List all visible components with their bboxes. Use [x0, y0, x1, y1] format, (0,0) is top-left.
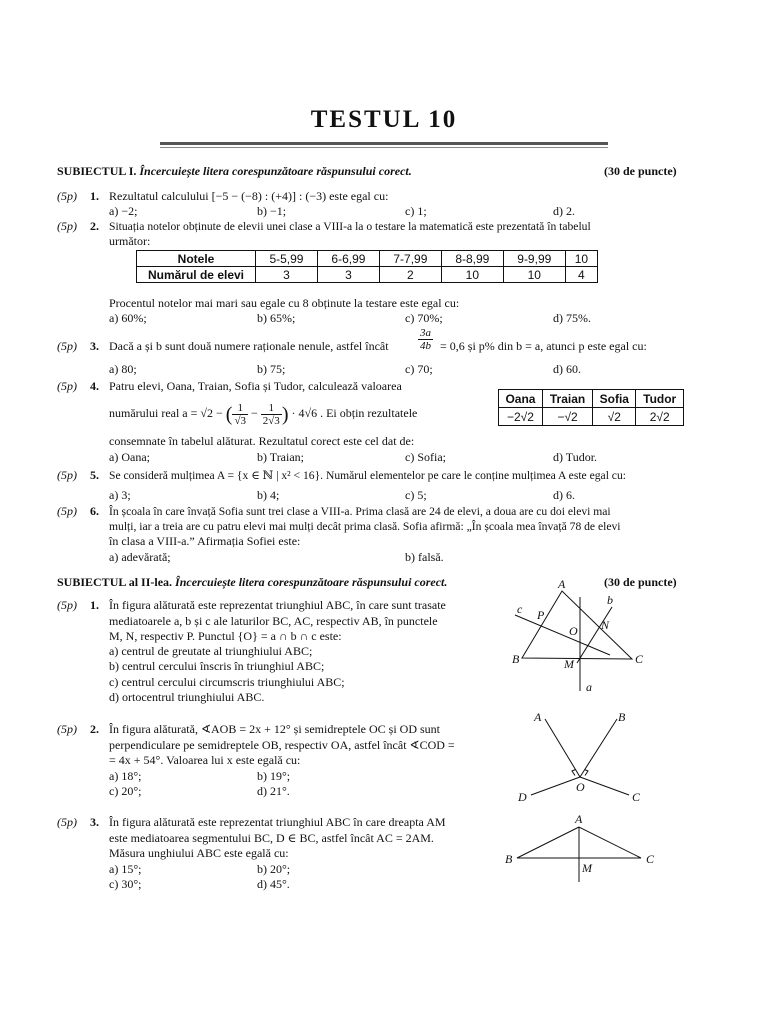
q2-text-line1: Situația notelor obținute de elevii unei clase a VIII-a la o testare la matematică este prezentată în tabelul — [109, 220, 591, 233]
p1-text-line1: În figura alăturată este reprezentat triunghiul ABC, în care sunt trasate — [109, 598, 446, 612]
grades-row — [137, 251, 598, 267]
q2-text-line3: Procentul notelor mai mari sau egale cu 8 obținute la testare este egal cu: — [109, 296, 460, 310]
q6-text-line2: mulți, iar a treia are cu patru elevi mai mulți decât prima clasă. Sofia afirmă: „În școala mea învață 78 de elevi — [109, 520, 621, 533]
ray-OA — [545, 719, 580, 777]
section-1-instruction: Încercuiește litera corespunzătoare răspunsului corect. — [139, 164, 412, 178]
section-1-points: (30 de puncte) — [604, 164, 677, 178]
q4-frac2-num: 1 — [261, 402, 282, 415]
student-count: 3 — [317, 267, 379, 283]
q1-points: (5p) — [57, 189, 77, 203]
q4-frac1-num: 1 — [232, 402, 248, 415]
q3-fraction — [418, 327, 433, 352]
p1-text-line3: M, N, respectiv P. Punctul {O} = a ∩ b ∩ c este: — [109, 629, 342, 643]
q5-option-b[interactable]: b) 4; — [257, 488, 280, 502]
ray-OD — [531, 777, 580, 795]
grades-table — [136, 250, 598, 283]
q3-fraction-numerator: 3a — [420, 327, 431, 339]
q3-fraction-denominator: 4b — [420, 340, 431, 352]
paren-open: ( — [225, 403, 233, 426]
student-count: 3 — [256, 267, 318, 283]
p2-option-a[interactable]: a) 18°; — [109, 769, 142, 783]
student-result: 2√2 — [636, 408, 684, 426]
student-result: −√2 — [542, 408, 592, 426]
section-2-points: (30 de puncte) — [604, 575, 677, 589]
p3-text-line1: În figura alăturată este reprezentat triunghiul ABC în care dreapta AM — [109, 815, 446, 829]
q4-text-line1: Patru elevi, Oana, Traian, Sofia și Tudor, calculează valoarea — [109, 379, 402, 393]
q3-number: 3. — [90, 339, 99, 353]
page-title: TESTUL 10 — [310, 106, 458, 133]
label-A: A — [534, 710, 542, 724]
q4-minus: − — [250, 406, 258, 420]
q4-points: (5p) — [57, 379, 77, 393]
q1-text: Rezultatul calculului [−5 − (−8) : (+4)] : (−3) este egal cu: — [109, 189, 389, 203]
student-count: 10 — [503, 267, 565, 283]
label-c: c — [517, 602, 523, 616]
p2-option-b[interactable]: b) 19°; — [257, 769, 291, 783]
p2-text-line1: În figura alăturată, ∢AOB = 2x + 12° și semidreptele OC și OD sunt — [109, 722, 440, 736]
grade-range: 9-9,99 — [503, 251, 565, 267]
grade-range: 7-7,99 — [379, 251, 441, 267]
p1-number: 1. — [90, 598, 99, 612]
q4-text-line3: consemnate în tabelul alăturat. Rezultatul corect este cel dat de: — [109, 434, 415, 448]
q3-text-pre: Dacă a și b sunt două numere raționale nenule, astfel încât — [109, 339, 389, 353]
student-name: Tudor — [636, 390, 684, 408]
label-O: O — [569, 624, 578, 638]
right-angle-mark-right — [585, 770, 589, 776]
q4-number: 4. — [90, 379, 99, 393]
p1-option-b[interactable]: b) centrul cercului înscris în triunghiul ABC; — [109, 659, 325, 673]
section-2-label: SUBIECTUL al II-lea. — [57, 575, 173, 589]
student-count: 2 — [379, 267, 441, 283]
p2-points: (5p) — [57, 722, 77, 736]
student-name: Oana — [499, 390, 543, 408]
q6-number: 6. — [90, 504, 99, 518]
q6-option-b[interactable]: b) falsă. — [405, 550, 444, 564]
p2-option-d[interactable]: d) 21°. — [257, 784, 290, 798]
q1-number: 1. — [90, 189, 99, 203]
right-angle-mark-left — [572, 770, 576, 776]
section-2-heading — [57, 575, 447, 590]
counts-row-label: Numărul de elevi — [137, 267, 256, 283]
student-count: 4 — [565, 267, 597, 283]
q4-frac2-den: 2√3 — [262, 414, 280, 427]
q4-frac1-den: √3 — [234, 414, 246, 427]
q4-expression-post: · 4√6 . Ei obțin rezultatele — [291, 406, 418, 420]
p1-text-line2: mediatoarele a, b și c ale laturilor BC, AC, respectiv AB, în punctele — [109, 614, 438, 628]
q3-option-b[interactable]: b) 75; — [257, 362, 286, 376]
grade-range: 5-5,99 — [256, 251, 318, 267]
results-values-row — [499, 408, 684, 426]
label-C: C — [646, 852, 655, 866]
label-M: M — [582, 861, 592, 875]
q5-text: Se consideră mulțimea A = {x ∈ ℕ | x² < 16}. Numărul elementelor pe care le conține mulțimea A este egal cu: — [109, 469, 626, 482]
q3-option-d[interactable]: d) 60. — [553, 362, 581, 376]
label-A: A — [575, 812, 583, 826]
label-N: N — [601, 618, 610, 632]
p2-text-line3: = 4x + 54°. Valoarea lui x este egală cu: — [109, 753, 301, 767]
q1-option-c[interactable]: c) 1; — [405, 204, 427, 218]
q2-option-c[interactable]: c) 70%; — [405, 311, 443, 325]
q6-text-line1: În școala în care învață Sofia sunt trei clase a VIII-a. Prima clasă are 24 de elevi, a doua are cu doi elevi mai — [109, 505, 611, 518]
q2-number: 2. — [90, 219, 99, 233]
label-P: P — [537, 608, 545, 622]
label-M: M — [564, 657, 574, 671]
label-B: B — [618, 710, 626, 724]
title-rule — [160, 142, 608, 145]
student-name: Traian — [542, 390, 592, 408]
p3-option-b[interactable]: b) 20°; — [257, 862, 291, 876]
q1-option-a[interactable]: a) −2; — [109, 204, 138, 218]
q4-expression — [109, 399, 417, 428]
grade-range: 8-8,99 — [441, 251, 503, 267]
p2-text-line2: perpendiculare pe semidreptele OB, respectiv OA, astfel încât ∢COD = — [109, 738, 455, 752]
grade-range: 6-6,99 — [317, 251, 379, 267]
q5-option-d[interactable]: d) 6. — [553, 488, 575, 502]
q4-expression-pre: numărului real a = √2 − — [109, 406, 223, 420]
p1-option-d[interactable]: d) ortocentrul triunghiului ABC. — [109, 690, 265, 704]
p3-option-c[interactable]: c) 30°; — [109, 877, 142, 891]
q5-number: 5. — [90, 468, 99, 482]
title-rule-thin — [160, 147, 608, 148]
q5-option-c[interactable]: c) 5; — [405, 488, 427, 502]
section-1-heading — [57, 164, 412, 179]
p3-text-line2: este mediatoarea segmentului BC, D ∈ BC, astfel încât AC = 2AM. — [109, 831, 434, 845]
ray-OB — [580, 719, 617, 777]
q6-points: (5p) — [57, 504, 77, 518]
q4-option-c[interactable]: c) Sofia; — [405, 450, 446, 464]
q3-text-post: = 0,6 și p% din b = a, atunci p este egal cu: — [440, 339, 647, 353]
p1-points: (5p) — [57, 598, 77, 612]
perpendicular-bisector-c — [515, 615, 610, 655]
student-result: √2 — [593, 408, 636, 426]
label-O: O — [576, 780, 585, 794]
p1-option-a[interactable]: a) centrul de greutate al triunghiului ABC; — [109, 644, 313, 658]
q4-option-d[interactable]: d) Tudor. — [553, 450, 598, 464]
student-result: −2√2 — [499, 408, 543, 426]
p2-option-c[interactable]: c) 20°; — [109, 784, 142, 798]
q2-option-b[interactable]: b) 65%; — [257, 311, 296, 325]
grades-row-label: Notele — [137, 251, 256, 267]
label-B: B — [505, 852, 513, 866]
q2-points: (5p) — [57, 219, 77, 233]
q3-points: (5p) — [57, 339, 77, 353]
q4-option-b[interactable]: b) Traian; — [257, 450, 305, 464]
p3-text-line3: Măsura unghiului ABC este egală cu: — [109, 846, 289, 860]
results-table — [498, 389, 684, 426]
q2-option-d[interactable]: d) 75%. — [553, 311, 591, 325]
label-C: C — [632, 790, 641, 804]
section-2-instruction: Încercuiește litera corespunzătoare răspunsului corect. — [175, 575, 448, 589]
p3-option-d[interactable]: d) 45°. — [257, 877, 290, 891]
student-name: Sofia — [593, 390, 636, 408]
label-b: b — [607, 593, 613, 607]
q6-text-line3: în clasa a VIII-a.” Afirmația Sofiei este: — [109, 534, 301, 548]
results-names-row — [499, 390, 684, 408]
q1-option-d[interactable]: d) 2. — [553, 204, 575, 218]
p1-triangle-figure — [500, 575, 660, 700]
q3-option-c[interactable]: c) 70; — [405, 362, 433, 376]
counts-row — [137, 267, 598, 283]
q1-option-b[interactable]: b) −1; — [257, 204, 287, 218]
ray-OC — [580, 777, 629, 795]
q2-option-a[interactable]: a) 60%; — [109, 311, 147, 325]
paren-close: ) — [281, 403, 289, 426]
p3-option-a[interactable]: a) 15°; — [109, 862, 142, 876]
label-D: D — [518, 790, 527, 804]
q5-points: (5p) — [57, 468, 77, 482]
label-B: B — [512, 652, 520, 666]
student-count: 10 — [441, 267, 503, 283]
p2-angles-figure — [505, 705, 655, 805]
label-a: a — [586, 680, 592, 694]
grade-range: 10 — [565, 251, 597, 267]
p3-triangle-figure — [500, 808, 665, 888]
q5-option-a[interactable]: a) 3; — [109, 488, 131, 502]
section-1-label: SUBIECTUL I. — [57, 164, 137, 178]
p3-number: 3. — [90, 815, 99, 829]
q3-option-a[interactable]: a) 80; — [109, 362, 137, 376]
q4-option-a[interactable]: a) Oana; — [109, 450, 150, 464]
q6-option-a[interactable]: a) adevărată; — [109, 550, 171, 564]
label-C: C — [635, 652, 644, 666]
p2-number: 2. — [90, 722, 99, 736]
label-A: A — [558, 577, 566, 591]
p1-option-c[interactable]: c) centrul cercului circumscris triunghiului ABC; — [109, 675, 345, 689]
p3-points: (5p) — [57, 815, 77, 829]
q2-text-line2: următor: — [109, 234, 151, 248]
